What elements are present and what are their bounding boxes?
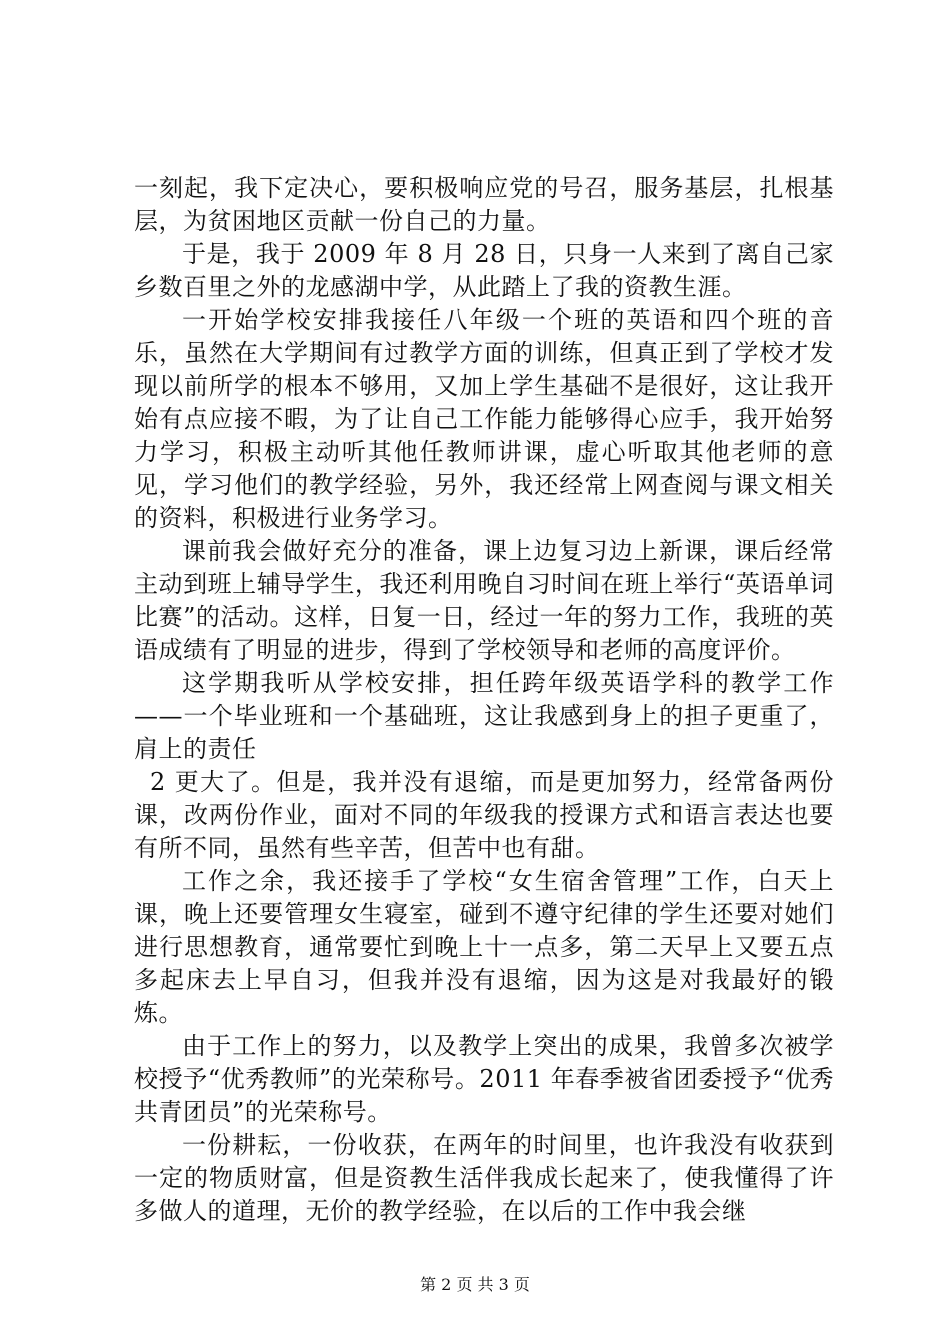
paragraph-3: 一开始学校安排我接任八年级一个班的英语和四个班的音乐，虽然在大学期间有过教学方面的训练，但真正到了学校才发现以前所学的根本不够用，又加上学生基础不是很好，这让我开始有点应接不暇，为了让自己工作能力能够得心应手，我开始努力学习，积极主动听其他任教师讲课，虚心听取其他老师的意见，学习他们的教学经验，另外，我还经常上网查阅与课文相关的资料，积极进行业务学习。 xyxy=(134,306,834,532)
paragraph-4: 课前我会做好充分的准备，课上边复习边上新课，课后经常主动到班上辅导学生，我还利用晚自习时间在班上举行“英语单词比赛”的活动。这样，日复一日，经过一年的努力工作，我班的英语成绩有了明显的进步，得到了学校领导和老师的高度评价。 xyxy=(134,537,834,664)
paragraph-2: 于是，我于 2009 年 8 月 28 日，只身一人来到了离自己家乡数百里之外的龙感湖中学，从此踏上了我的资教生涯。 xyxy=(134,240,834,301)
document-body xyxy=(134,172,834,1228)
paragraph-7: 工作之余，我还接手了学校“女生宿舍管理”工作，白天上课，晚上还要管理女生寝室，碰到不遵守纪律的学生还要对她们进行思想教育，通常要忙到晚上十一点多，第二天早上又要五点多起床去上早自习，但我并没有退缩，因为这是对我最好的锻炼。 xyxy=(134,867,834,1027)
paragraph-1: 一刻起，我下定决心，要积极响应党的号召，服务基层，扎根基层，为贫困地区贡献一份自己的力量。 xyxy=(134,174,834,235)
paragraph-5: 这学期我听从学校安排，担任跨年级英语学科的教学工作——一个毕业班和一个基础班，这让我感到身上的担子更重了，肩上的责任 xyxy=(134,669,834,763)
page-footer: 第 2 页 共 3 页 xyxy=(420,1275,530,1294)
paragraph-6: 2 更大了。但是，我并没有退缩，而是更加努力，经常备两份课，改两份作业，面对不同的年级我的授课方式和语言表达也要有所不同，虽然有些辛苦，但苦中也有甜。 xyxy=(134,768,834,862)
paragraph-9: 一份耕耘，一份收获，在两年的时间里，也许我没有收获到一定的物质财富，但是资教生活伴我成长起来了，使我懂得了许多做人的道理，无价的教学经验，在以后的工作中我会继 xyxy=(134,1131,834,1225)
paragraph-8: 由于工作上的努力，以及教学上突出的成果，我曾多次被学校授予“优秀教师”的光荣称号。2011 年春季被省团委授予“优秀共青团员”的光荣称号。 xyxy=(134,1032,834,1126)
